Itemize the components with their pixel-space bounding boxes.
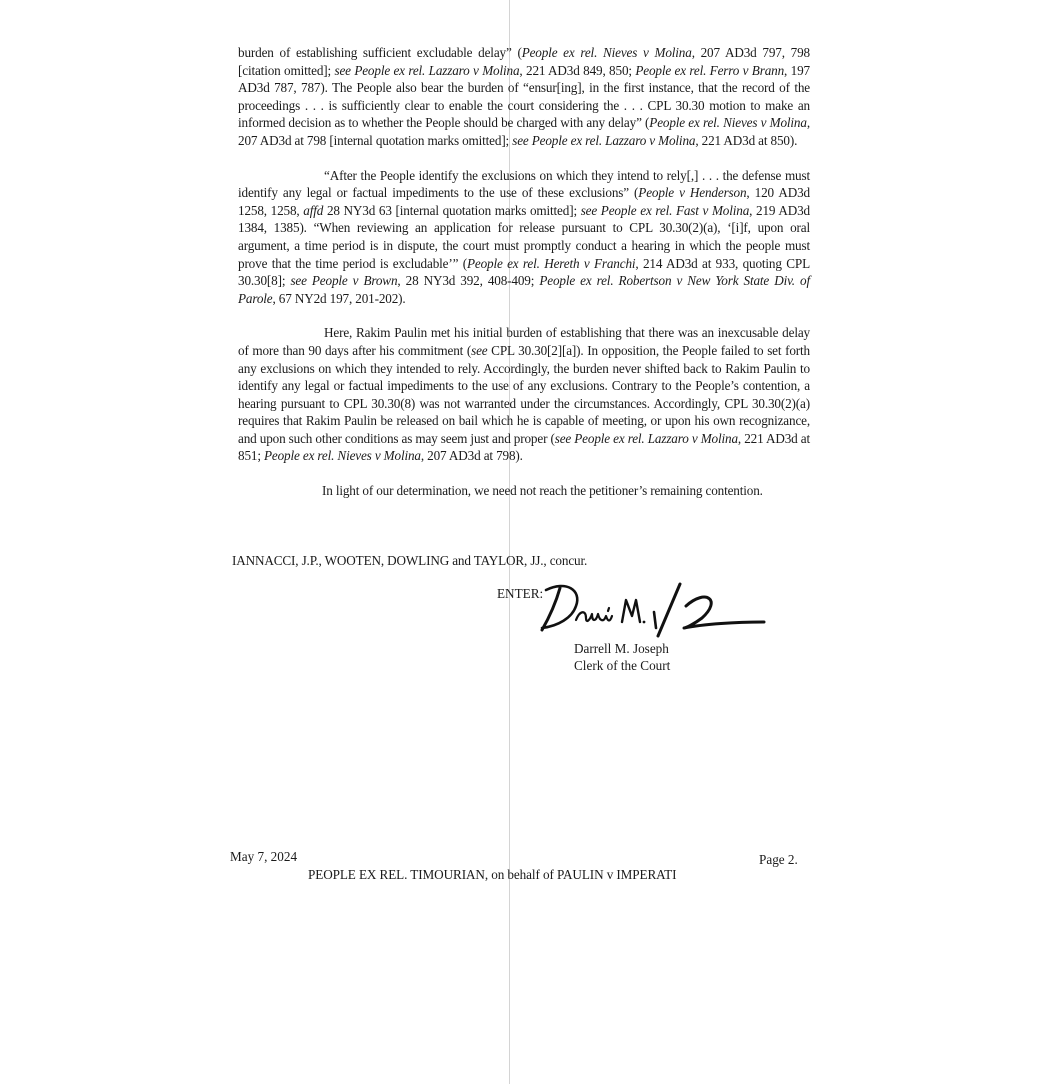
- paragraph-burden: burden of establishing sufficient excludable delay” (People ex rel. Nieves v Molina, 207 AD3d 797, 798 [citation omitted]; see People ex rel. Lazzaro v Molina, 221 AD3d 849, 850; People ex rel. Ferro v Brann, 197 AD3d 787, 787). The People also bear the burden of “ensur[ing], in the first instance, that the record of the proceedings . . . is sufficiently clear to enable the court considering the . . . CPL 30.30 motion to make an informed decision as to whether the People should be charged with any delay” (People ex rel. Nieves v Molina, 207 AD3d at 798 [internal quotation marks omitted]; see People ex rel. Lazzaro v Molina, 221 AD3d at 850).: [238, 45, 810, 148]
- paragraph-holding: Here, Rakim Paulin met his initial burden of establishing that there was an inexcusable delay of more than 90 days after his commitment (see CPL 30.30[2][a]). In opposition, the People failed to set forth any exclusions on which they intended to rely. Accordingly, the burden never shifted back to Rakim Paulin to identify any legal or factual impediments to the use of any exclusions. Contrary to the People’s contention, a hearing pursuant to CPL 30.30(8) was not warranted under the circumstances. Accordingly, CPL 30.30(2)(a) requires that Rakim Paulin be released on bail which he is capable of meeting, or upon his own recognizance, and upon such other conditions as may seem just and proper (see People ex rel. Lazzaro v Molina, 221 AD3d at 851; People ex rel. Nieves v Molina, 207 AD3d at 798).: [238, 325, 810, 464]
- paragraph-conclusion: In light of our determination, we need not reach the petitioner’s remaining contention.: [322, 483, 763, 499]
- clerk-signature: [536, 578, 768, 640]
- decision-date: May 7, 2024: [230, 849, 298, 864]
- paragraph-exclusions: “After the People identify the exclusions on which they intend to rely[,] . . . the defense must identify any legal or factual impediments to the use of these exclusions” (People v Henderson, 120 AD3d 1258, 1258, affd 28 NY3d 63 [internal quotation marks omitted]; see People ex rel. Fast v Molina, 219 AD3d 1384, 1385). “When reviewing an application for release pursuant to CPL 30.30(2)(a), ‘[i]f, upon oral argument, a time period is in dispute, the court must promptly conduct a hearing in which the people must prove that the time period is excludable’” (People ex rel. Hereth v Franchi, 214 AD3d at 933, quoting CPL 30.30[8]; see People v Brown, 28 NY3d 392, 408-409; People ex rel. Robertson v New York State Div. of Parole, 67 NY2d 197, 201-202).: [238, 167, 810, 306]
- concurrence-line: IANNACCI, J.P., WOOTEN, DOWLING and TAYLOR, JJ., concur.: [232, 553, 588, 568]
- case-caption: PEOPLE EX REL. TIMOURIAN, on behalf of PAULIN v IMPERATI: [308, 867, 677, 882]
- clerk-name: Darrell M. Joseph: [574, 641, 669, 656]
- page-number: Page 2.: [759, 852, 798, 867]
- opinion-body: [238, 44, 810, 500]
- clerk-title: Clerk of the Court: [574, 658, 671, 673]
- enter-label: ENTER:: [497, 586, 544, 601]
